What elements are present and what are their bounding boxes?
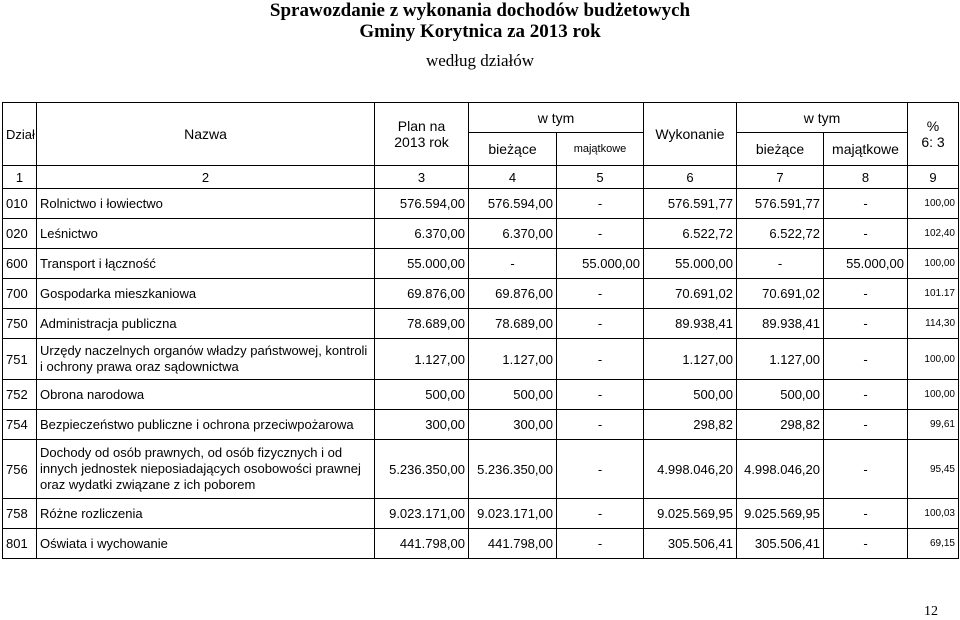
cell-plan-biezace: 9.023.171,00 bbox=[469, 499, 557, 529]
cell-wyk-majatkowe: - bbox=[824, 219, 908, 249]
cell-wyk-biezace: 70.691,02 bbox=[737, 279, 824, 309]
cell-plan-majatkowe: - bbox=[557, 529, 644, 559]
table-row bbox=[3, 189, 959, 219]
cell-wykonanie: 576.591,77 bbox=[644, 189, 737, 219]
cell-wyk-biezace: 89.938,41 bbox=[737, 309, 824, 339]
cell-wyk-biezace: 305.506,41 bbox=[737, 529, 824, 559]
cell-dzial: 758 bbox=[3, 499, 37, 529]
cell-plan: 500,00 bbox=[375, 380, 469, 410]
report-subtitle: według działów bbox=[425, 51, 535, 70]
header-plan-biezace: bieżące bbox=[469, 133, 557, 166]
cell-plan-biezace: 1.127,00 bbox=[469, 339, 557, 380]
cell-nazwa: Transport i łączność bbox=[37, 249, 375, 279]
table-row bbox=[3, 279, 959, 309]
cell-wyk-majatkowe: - bbox=[824, 309, 908, 339]
table-row bbox=[3, 499, 959, 529]
cell-plan: 78.689,00 bbox=[375, 309, 469, 339]
cell-dzial: 756 bbox=[3, 440, 37, 499]
header-procent-line1: % bbox=[926, 118, 940, 134]
header-w-tym-plan: w tym bbox=[469, 103, 644, 133]
cell-procent: 100,03 bbox=[908, 499, 959, 529]
report-title: Sprawozdanie z wykonania dochodów budżetowych bbox=[269, 0, 691, 21]
column-index: 9 bbox=[908, 166, 959, 189]
header-w-tym-wykonanie: w tym bbox=[737, 103, 908, 133]
cell-procent: 100,00 bbox=[908, 189, 959, 219]
cell-plan: 69.876,00 bbox=[375, 279, 469, 309]
cell-nazwa: Różne rozliczenia bbox=[37, 499, 375, 529]
cell-dzial: 600 bbox=[3, 249, 37, 279]
cell-plan: 9.023.171,00 bbox=[375, 499, 469, 529]
cell-nazwa: Obrona narodowa bbox=[37, 380, 375, 410]
cell-plan: 55.000,00 bbox=[375, 249, 469, 279]
cell-wykonanie: 305.506,41 bbox=[644, 529, 737, 559]
table-row bbox=[3, 219, 959, 249]
cell-plan: 441.798,00 bbox=[375, 529, 469, 559]
cell-nazwa: Leśnictwo bbox=[37, 219, 375, 249]
cell-procent: 100,00 bbox=[908, 249, 959, 279]
cell-plan: 300,00 bbox=[375, 410, 469, 440]
cell-wykonanie: 4.998.046,20 bbox=[644, 440, 737, 499]
cell-wyk-majatkowe: - bbox=[824, 440, 908, 499]
cell-wyk-biezace: 4.998.046,20 bbox=[737, 440, 824, 499]
cell-wykonanie: 55.000,00 bbox=[644, 249, 737, 279]
column-index: 3 bbox=[375, 166, 469, 189]
cell-nazwa: Urzędy naczelnych organów władzy państwowej, kontroli i ochrony prawa oraz sądownictwa bbox=[37, 339, 375, 380]
cell-wyk-biezace: 1.127,00 bbox=[737, 339, 824, 380]
table-row bbox=[3, 249, 959, 279]
cell-wykonanie: 89.938,41 bbox=[644, 309, 737, 339]
cell-dzial: 700 bbox=[3, 279, 37, 309]
revenue-table bbox=[2, 102, 959, 559]
cell-plan-biezace: 78.689,00 bbox=[469, 309, 557, 339]
cell-procent: 95,45 bbox=[908, 440, 959, 499]
cell-procent: 101.17 bbox=[908, 279, 959, 309]
cell-wyk-majatkowe: - bbox=[824, 339, 908, 380]
column-index: 7 bbox=[737, 166, 824, 189]
cell-plan-biezace: - bbox=[469, 249, 557, 279]
cell-wyk-majatkowe: - bbox=[824, 410, 908, 440]
cell-wyk-majatkowe: - bbox=[824, 499, 908, 529]
header-plan-majatkowe: majątkowe bbox=[557, 133, 644, 166]
column-index: 8 bbox=[824, 166, 908, 189]
cell-wyk-majatkowe: 55.000,00 bbox=[824, 249, 908, 279]
cell-procent: 102,40 bbox=[908, 219, 959, 249]
cell-nazwa: Dochody od osób prawnych, od osób fizycznych i od innych jednostek nieposiadających osobowości prawnej oraz wydatki związane z ich poborem bbox=[37, 440, 375, 499]
table-row bbox=[3, 339, 959, 380]
column-index: 5 bbox=[557, 166, 644, 189]
header-procent bbox=[908, 103, 959, 166]
cell-plan-biezace: 576.594,00 bbox=[469, 189, 557, 219]
cell-plan-majatkowe: - bbox=[557, 440, 644, 499]
cell-nazwa: Gospodarka mieszkaniowa bbox=[37, 279, 375, 309]
column-index: 2 bbox=[37, 166, 375, 189]
cell-dzial: 020 bbox=[3, 219, 37, 249]
cell-dzial: 754 bbox=[3, 410, 37, 440]
table-row bbox=[3, 410, 959, 440]
cell-wyk-majatkowe: - bbox=[824, 529, 908, 559]
cell-wykonanie: 9.025.569,95 bbox=[644, 499, 737, 529]
cell-plan-biezace: 500,00 bbox=[469, 380, 557, 410]
cell-procent: 114,30 bbox=[908, 309, 959, 339]
cell-plan-majatkowe: - bbox=[557, 380, 644, 410]
header-plan bbox=[375, 103, 469, 166]
cell-wyk-majatkowe: - bbox=[824, 189, 908, 219]
cell-wyk-biezace: 500,00 bbox=[737, 380, 824, 410]
cell-plan-majatkowe: - bbox=[557, 279, 644, 309]
cell-wyk-majatkowe: - bbox=[824, 279, 908, 309]
cell-wykonanie: 70.691,02 bbox=[644, 279, 737, 309]
cell-dzial: 010 bbox=[3, 189, 37, 219]
cell-wyk-biezace: 576.591,77 bbox=[737, 189, 824, 219]
header-nazwa: Nazwa bbox=[37, 103, 375, 166]
cell-plan-majatkowe: - bbox=[557, 339, 644, 380]
cell-wyk-majatkowe: - bbox=[824, 380, 908, 410]
header-procent-line2: 6: 3 bbox=[921, 134, 945, 150]
cell-plan: 6.370,00 bbox=[375, 219, 469, 249]
table-row bbox=[3, 380, 959, 410]
cell-wyk-biezace: 6.522,72 bbox=[737, 219, 824, 249]
cell-wyk-biezace: 298,82 bbox=[737, 410, 824, 440]
column-index: 1 bbox=[3, 166, 37, 189]
table-row bbox=[3, 440, 959, 499]
cell-plan-majatkowe: - bbox=[557, 410, 644, 440]
cell-plan-biezace: 441.798,00 bbox=[469, 529, 557, 559]
cell-plan-biezace: 5.236.350,00 bbox=[469, 440, 557, 499]
cell-plan-majatkowe: - bbox=[557, 189, 644, 219]
cell-plan: 5.236.350,00 bbox=[375, 440, 469, 499]
cell-plan-majatkowe: - bbox=[557, 219, 644, 249]
header-dzial: Dział bbox=[3, 103, 37, 166]
header-wykonanie: Wykonanie bbox=[644, 103, 737, 166]
cell-procent: 99,61 bbox=[908, 410, 959, 440]
cell-nazwa: Bezpieczeństwo publiczne i ochrona przeciwpożarowa bbox=[37, 410, 375, 440]
cell-nazwa: Rolnictwo i łowiectwo bbox=[37, 189, 375, 219]
header-wyk-biezace: bieżące bbox=[737, 133, 824, 166]
cell-plan: 1.127,00 bbox=[375, 339, 469, 380]
table-row bbox=[3, 309, 959, 339]
cell-plan-majatkowe: - bbox=[557, 309, 644, 339]
cell-nazwa: Oświata i wychowanie bbox=[37, 529, 375, 559]
cell-plan: 576.594,00 bbox=[375, 189, 469, 219]
cell-nazwa: Administracja publiczna bbox=[37, 309, 375, 339]
cell-plan-biezace: 69.876,00 bbox=[469, 279, 557, 309]
cell-plan-majatkowe: 55.000,00 bbox=[557, 249, 644, 279]
cell-plan-biezace: 300,00 bbox=[469, 410, 557, 440]
header-plan-line1: Plan na bbox=[397, 118, 446, 134]
column-index-row bbox=[3, 166, 959, 189]
cell-dzial: 751 bbox=[3, 339, 37, 380]
header-wyk-majatkowe: majątkowe bbox=[824, 133, 908, 166]
cell-procent: 100,00 bbox=[908, 339, 959, 380]
table-row bbox=[3, 529, 959, 559]
cell-dzial: 752 bbox=[3, 380, 37, 410]
cell-wykonanie: 1.127,00 bbox=[644, 339, 737, 380]
cell-wykonanie: 500,00 bbox=[644, 380, 737, 410]
cell-procent: 69,15 bbox=[908, 529, 959, 559]
header-plan-line2: 2013 rok bbox=[394, 134, 449, 150]
cell-plan-majatkowe: - bbox=[557, 499, 644, 529]
cell-wyk-biezace: - bbox=[737, 249, 824, 279]
cell-wykonanie: 298,82 bbox=[644, 410, 737, 440]
report-title-municipality: Gminy Korytnica za 2013 rok bbox=[359, 21, 601, 42]
cell-wyk-biezace: 9.025.569,95 bbox=[737, 499, 824, 529]
cell-procent: 100,00 bbox=[908, 380, 959, 410]
column-index: 4 bbox=[469, 166, 557, 189]
cell-dzial: 801 bbox=[3, 529, 37, 559]
cell-dzial: 750 bbox=[3, 309, 37, 339]
cell-plan-biezace: 6.370,00 bbox=[469, 219, 557, 249]
page-number: 12 bbox=[924, 604, 938, 619]
column-index: 6 bbox=[644, 166, 737, 189]
cell-wykonanie: 6.522,72 bbox=[644, 219, 737, 249]
